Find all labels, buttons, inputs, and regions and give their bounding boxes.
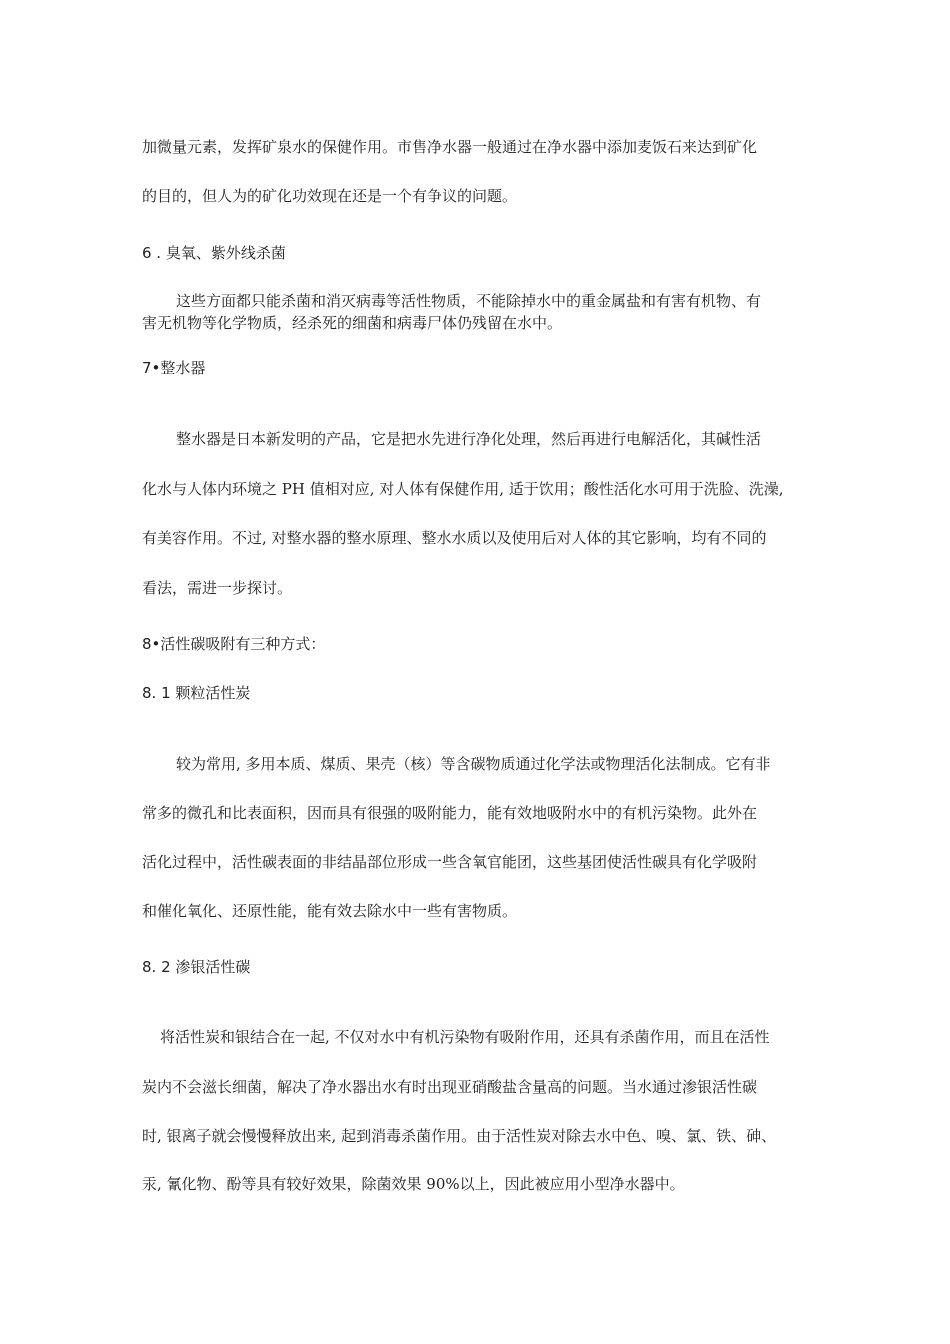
heading-ozone-uv: 6 . 臭氧、紫外线杀菌 — [142, 244, 286, 262]
paragraph-ionizer-line-2: 化水与人体内环境之 PH 值相对应, 对人体有保健作用, 适于饮用；酸性活化水可用于洗脸、洗澡, — [142, 480, 784, 498]
paragraph-ionizer-line-4: 看法，需进一步探讨。 — [142, 579, 293, 597]
paragraph-ionizer-line-1: 整水器是日本新发明的产品，它是把水先进行净化处理，然后再进行电解活化，其碱性活 — [176, 430, 762, 448]
paragraph-mineral-line-1: 加微量元素，发挥矿泉水的保健作用。市售净水器一般通过在净水器中添加麦饭石来达到矿化 — [142, 138, 758, 156]
paragraph-silver-line-1: 将活性炭和银结合在一起, 不仅对水中有机污染物有吸附作用，还具有杀菌作用，而且在活性 — [160, 1028, 770, 1046]
paragraph-ozone-line-1: 这些方面都只能杀菌和消灭病毒等活性物质，不能除掉水中的重金属盐和有害有机物、有 — [176, 292, 762, 310]
heading-water-ionizer: 7•整水器 — [142, 359, 206, 377]
paragraph-granular-line-4: 和催化氧化、还原性能，能有效去除水中一些有害物质。 — [142, 902, 518, 920]
paragraph-granular-line-2: 常多的微孔和比表面积，因而具有很强的吸附能力，能有效地吸附水中的有机污染物。此外在 — [142, 804, 758, 822]
paragraph-mineral-line-2: 的目的，但人为的矿化功效现在还是一个有争议的问题。 — [142, 187, 518, 205]
heading-silver-carbon: 8. 2 渗银活性碳 — [142, 958, 251, 976]
paragraph-silver-line-2: 炭内不会滋长细菌，解决了净水器出水有时出现亚硝酸盐含量高的问题。当水通过渗银活性碳 — [142, 1078, 758, 1096]
paragraph-granular-line-1: 较为常用, 多用本质、煤质、果壳（核）等含碳物质通过化学法或物理活化法制成。它有非 — [176, 755, 771, 773]
paragraph-ozone-line-2: 害无机物等化学物质，经杀死的细菌和病毒尸体仍残留在水中。 — [142, 314, 563, 332]
heading-granular-carbon: 8. 1 颗粒活性炭 — [142, 684, 251, 702]
heading-activated-carbon: 8•活性碳吸附有三种方式： — [142, 635, 326, 653]
paragraph-silver-line-4: 汞, 氰化物、酚等具有较好效果，除菌效果 90%以上，因此被应用小型净水器中。 — [142, 1175, 685, 1193]
paragraph-granular-line-3: 活化过程中，活性碳表面的非结晶部位形成一些含氧官能团，这些基团使活性碳具有化学吸附 — [142, 853, 758, 871]
paragraph-ionizer-line-3: 有美容作用。不过, 对整水器的整水原理、整水水质以及使用后对人体的其它影响，均有不同的 — [142, 529, 767, 547]
paragraph-silver-line-3: 时, 银离子就会慢慢释放出来, 起到消毒杀菌作用。由于活性炭对除去水中色、嗅、氯、铁、砷、 — [142, 1127, 777, 1145]
